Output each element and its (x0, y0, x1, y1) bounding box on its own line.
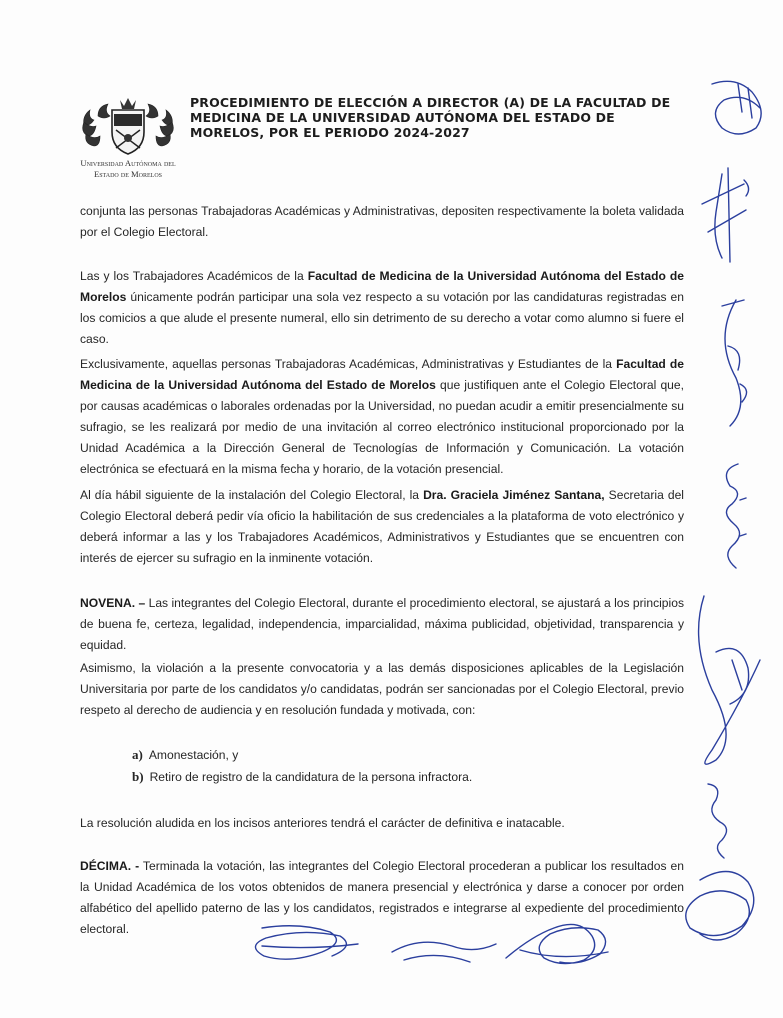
clause-decima-heading: DÉCIMA. - (80, 859, 140, 873)
paragraph-2-text-a: Las y los Trabajadores Académicos de la (80, 269, 308, 283)
faculty-name-bold: Facultad de Medicina de la Universidad Autónoma del Estado de Morelos (80, 357, 684, 392)
paragraph-7: La resolución aludida en los incisos anteriores tendrá el carácter de definitiva e inatacable. (80, 816, 565, 830)
list-text-a: Amonestación, y (148, 748, 239, 762)
signature-margin-5 (699, 596, 760, 764)
clause-novena-heading: NOVENA. – (80, 596, 146, 610)
paragraph-3 (80, 354, 684, 480)
clause-novena (80, 593, 684, 656)
signature-margin-4 (726, 464, 746, 568)
list-letter-b: b) (132, 769, 144, 784)
signature-margin-6 (708, 784, 727, 858)
paragraph-2 (80, 266, 684, 350)
list-item-a (132, 747, 238, 763)
paragraph-4 (80, 485, 684, 569)
list-item-b (132, 769, 472, 785)
signature-bottom-2 (392, 942, 496, 962)
paragraph-4-text-c: Secretaria del Colegio Electoral deberá pedir vía oficio la habilitación de sus credenciales a la plataforma de voto electrónico y deberá informar a las y los Trabajadores Académicos, Administrativos y Estudiantes que se encuentren con interés de ejercer su sufragio en la inminente votación. (80, 488, 684, 565)
list-text-b: Retiro de registro de la candidatura de la persona infractora. (149, 770, 473, 784)
list-letter-a: a) (132, 747, 143, 762)
paragraph-3-text-c: que justifiquen ante el Colegio Electoral que, por causas académicas o laborales ordenadas por la Universidad, no puedan acudir a emitir presencialmente su sufragio, se les realizará por medio de una invitación al correo electrónico institucional proporcionado por la Unidad Académica a la Dirección General de Tecnologías de Información y Comunicación. La votación electrónica se efectuará en la misma fecha y horario, de la votación presencial. (80, 378, 684, 476)
university-name-line-1: Universidad Autónoma del (80, 158, 176, 168)
paragraph-6: Asimismo, la violación a la presente convocatoria y a las demás disposiciones aplicables de la Legislación Universitaria por parte de los candidatos y/o candidatas, podrán ser sancionadas por el Colegio Electoral, previo respeto al derecho de audiencia y en resolución fundada y motivada, con: (80, 661, 684, 717)
paragraph-3-text-a: Exclusivamente, aquellas personas Trabajadoras Académicas, Administrativas y Estudiantes de la (80, 357, 617, 371)
signature-margin-3 (722, 300, 747, 426)
document-title: PROCEDIMIENTO DE ELECCIÓN A DIRECTOR (A) DE LA FACULTAD DE MEDICINA DE LA UNIVERSIDAD AUTÓNOMA DEL ESTADO DE MORELOS, POR EL PERIODO 2024-2027 (190, 95, 671, 141)
university-name (72, 158, 184, 179)
signature-margin-2 (702, 168, 749, 262)
university-name-line-2: Estado de Morelos (93, 168, 163, 179)
clause-decima (80, 856, 684, 940)
signature-margin-1 (712, 81, 761, 134)
university-crest-logo (78, 96, 178, 158)
clause-novena-text: Las integrantes del Colegio Electoral, durante el procedimiento electoral, se ajustará a los principios de buena fe, certeza, legalidad, independencia, imparcialidad, máxima publicidad, objetividad, transparencia y equidad. (80, 596, 684, 652)
secretary-name-bold: Dra. Graciela Jiménez Santana, (423, 488, 605, 502)
paragraph-2-text-c: únicamente podrán participar una sola vez respecto a su votación por las candidaturas registradas en los comicios a que alude el presente numeral, ello sin detrimento de su derecho a votar como alumno si fuere el caso. (80, 290, 684, 346)
paragraph-1: conjunta las personas Trabajadoras Académicas y Administrativas, depositen respectivamente la boleta validada por el Colegio Electoral. (80, 204, 684, 239)
signature-margin-7 (686, 871, 754, 940)
paragraph-4-text-a: Al día hábil siguiente de la instalación del Colegio Electoral, la (80, 488, 424, 502)
clause-decima-text: Terminada la votación, las integrantes del Colegio Electoral procederan a publicar los resultados en la Unidad Académica de los votos obtenidos de manera presencial y electrónica y darse a conocer por orden alfabético del apellido paterno de las y los candidatos, registrados e integrarse al expediente del procedimiento electoral. (80, 859, 685, 936)
faculty-name-bold: Facultad de Medicina de la Universidad Autónoma del Estado de Morelos (80, 269, 684, 304)
